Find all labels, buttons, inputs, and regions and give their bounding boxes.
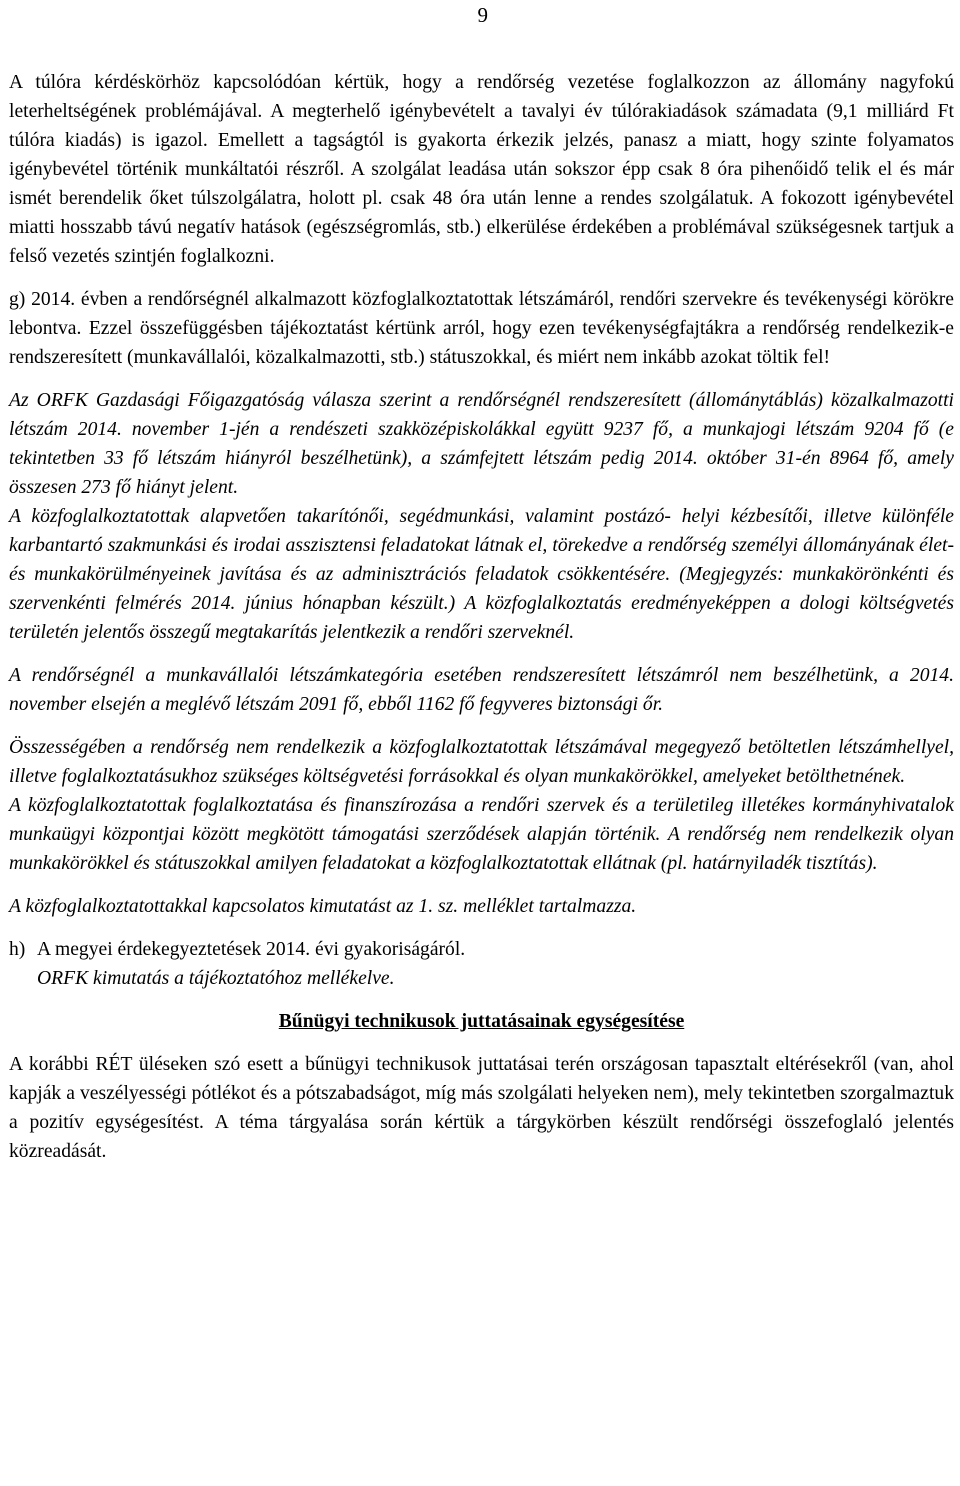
spacer bbox=[9, 993, 954, 1007]
item-h-label: h) bbox=[9, 939, 26, 960]
paragraph-summary: Összességében a rendőrség nem rendelkezik a közfoglalkoztatottak létszámával megegyező betöltetlen létszámhellyel, illetve foglalkoztatásukhoz szükséges költségvetési forrásokkal és olyan munkakörökkel, amelyeket betölthetnének. bbox=[9, 737, 954, 787]
paragraph-orfk-answer: Az ORFK Gazdasági Főigazgatóság válasza szerint a rendőrségnél rendszeresített (állománytáblás) közalkalmazotti létszám 2014. november 1-jén a rendészeti szakközépiskolákkal együtt 9237 fő, a munkajogi létszám 9204 fő (e tekintetben 33 fő létszám hiányról beszélhetünk), a számfejtett létszám pedig 2014. október 31-én 8964 fő, amely összesen 273 fő hiányt jelent. bbox=[9, 390, 954, 498]
spacer bbox=[9, 372, 954, 386]
paragraph-annex-note: A közfoglalkoztatottakkal kapcsolatos kimutatást az 1. sz. melléklet tartalmazza. bbox=[9, 896, 637, 917]
spacer bbox=[9, 719, 954, 733]
item-h-note: ORFK kimutatás a tájékoztatóhoz mellékelve. bbox=[37, 968, 395, 989]
page-number: 9 bbox=[477, 3, 488, 27]
item-h bbox=[9, 935, 954, 964]
paragraph-public-workers-tasks: A közfoglalkoztatottak alapvetően takarítónői, segédmunkási, valamint postázó- helyi kézbesítői, illetve különféle karbantartó szakmunkási és irodai asszisztensi feladatokat látnak el, törekedve a rendőrség személyi állományának élet- és munkakörülményeinek javítása és az adminisztrációs feladatok csökkentésére. (Megjegyzés: munkakörönkénti és szervenkénti felmérés 2014. június hónapban készült.) A közfoglalkoztatás eredményeképpen a dologi költségvetés területén jelentős összegű megtakarítás jelentkezik a rendőri szerveknél. bbox=[9, 506, 954, 643]
paragraph-employee-headcount: A rendőrségnél a munkavállalói létszámkategória esetében rendszeresített létszámról nem beszélhetünk, a 2014. november elsején a meglévő létszám 2091 fő, ebből 1162 fő fegyveres biztonsági őr. bbox=[9, 665, 954, 715]
paragraph-overtime: A túlóra kérdéskörhöz kapcsolódóan kértük, hogy a rendőrség vezetése foglalkozzon az állomány nagyfokú leterheltségének problémájával. A megterhelő igénybevételt a tavalyi év túlórakiadások számadata (9,1 milliárd Ft túlóra kiadás) is igazol. Emellett a tagságtól is gyakorta érkezik jelzés, panasz a miatt, hogy szinte folyamatos igénybevétel történik munkáltatói részről. A szolgálat leadása után sokszor épp csak 8 óra pihenőidő telik el és már ismét berendelik őket túlszolgálatra, holott pl. csak 48 óra után lenne a rendes szolgálatuk. A fokozott igénybevétel miatti hosszabb távú negatív hatások (egészségromlás, stb.) elkerülése érdekében a problémával szükségesnek tartjuk a felső vezetés szintjén foglalkozni. bbox=[9, 72, 954, 267]
section-heading: Bűnügyi technikusok juttatásainak egységesítése bbox=[278, 1011, 685, 1032]
spacer bbox=[9, 921, 954, 935]
spacer bbox=[9, 1036, 954, 1050]
paragraph-technicians: A korábbi RÉT üléseken szó esett a bűnügyi technikusok juttatásai terén országosan tapasztalt eltérésekről (van, ahol kapják a veszélyességi pótlékot és a pótszabadságot, míg más szolgálati helyeken nem), mely tekintetben szorgalmaztuk a pozitív egységesítést. A téma tárgyalása során kértük a tárgykörben készült rendőrségi összefoglaló jelentés közreadását. bbox=[9, 1054, 954, 1162]
spacer bbox=[9, 647, 954, 661]
item-h-title: A megyei érdekegyeztetések 2014. évi gyakoriságáról. bbox=[37, 939, 466, 960]
spacer bbox=[9, 271, 954, 285]
document-body bbox=[9, 68, 954, 1166]
spacer bbox=[9, 878, 954, 892]
paragraph-financing: A közfoglalkoztatottak foglalkoztatása és finanszírozása a rendőri szervek és a területileg illetékes kormányhivatalok munkaügyi központjai között megkötött támogatási szerződések alapján történik. A rendőrség nem rendelkezik olyan munkakörökkel és státuszokkal amilyen feladatokat a közfoglalkoztatottak ellátnak (pl. határnyiladék tisztítás). bbox=[9, 795, 954, 874]
paragraph-item-g: g) 2014. évben a rendőrségnél alkalmazott közfoglalkoztatottak létszámáról, rendőri szervekre és tevékenységi körökre lebontva. Ezzel összefüggésben tájékoztatást kértünk arról, hogy ezen tevékenységfajtákra a rendőrség rendelkezik-e rendszeresített (munkavállalói, közalkalmazotti, stb.) státuszokkal, és miért nem inkább azokat töltik fel! bbox=[9, 289, 954, 368]
